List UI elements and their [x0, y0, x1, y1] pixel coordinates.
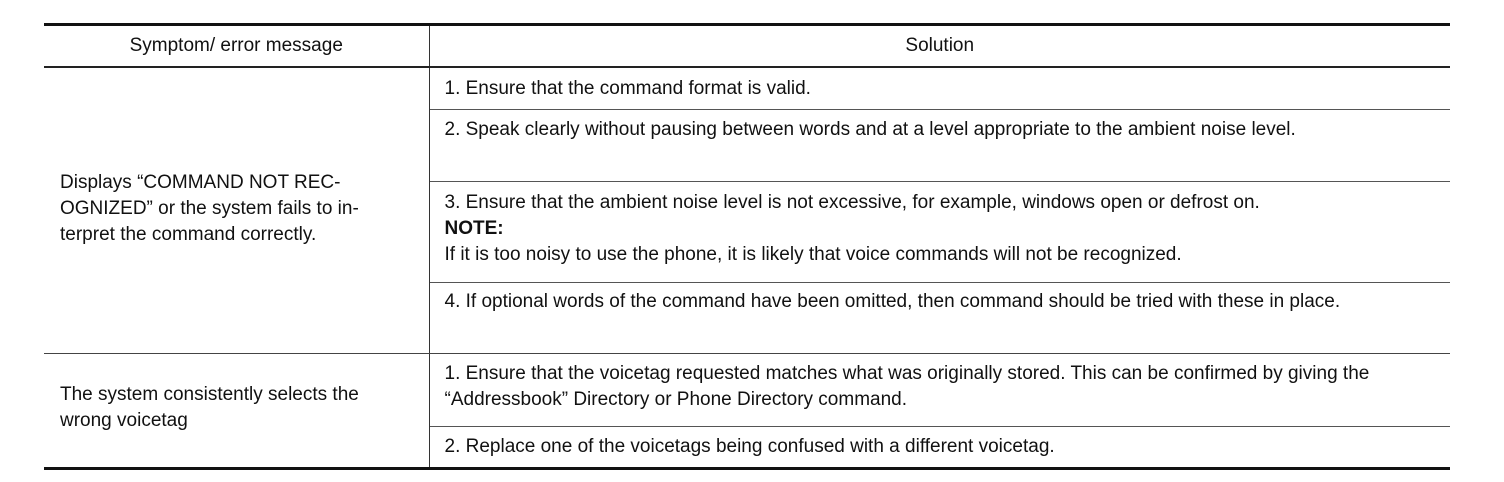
- solution-text: 1. Ensure that the command format is valid.: [444, 77, 811, 99]
- solution-cell: [429, 427, 1450, 469]
- troubleshooting-table: [44, 23, 1450, 470]
- solution-text: 1. Ensure that the voicetag requested matches what was originally stored. This can be confirmed by giving the “Addressbook” Directory or Phone Directory command.: [444, 363, 1370, 410]
- solution-cell: [429, 354, 1450, 427]
- solution-text: 3. Ensure that the ambient noise level is not excessive, for example, windows open or defrost on.: [444, 192, 1260, 213]
- header-solution: Solution: [905, 35, 975, 56]
- solution-cell: [429, 110, 1450, 182]
- header-symptom: Symptom/ error message: [44, 25, 429, 68]
- solution-text: 4. If optional words of the command have been omitted, then command should be tried with these in place.: [444, 291, 1341, 312]
- solution-text: 2. Replace one of the voicetags being confused with a different voicetag.: [444, 436, 1055, 457]
- table-row: [44, 354, 1450, 427]
- solution-cell: [429, 67, 1450, 110]
- symptom-text: Displays “COMMAND NOT REC-OGNIZED” or the system fails to in-terpret the command correctly.: [60, 171, 359, 245]
- symptom-text: The system consistently selects the wrong voicetag: [60, 383, 359, 431]
- table-row: [44, 67, 1450, 110]
- troubleshooting-table-container: [44, 23, 1450, 470]
- symptom-cell: [44, 67, 429, 354]
- symptom-cell: [44, 354, 429, 469]
- note-text: If it is too noisy to use the phone, it is likely that voice commands will not be recognized.: [444, 244, 1182, 265]
- solution-cell: [429, 182, 1450, 283]
- note-label: NOTE:: [444, 218, 504, 239]
- solution-text: 2. Speak clearly without pausing between words and at a level appropriate to the ambient noise level.: [444, 119, 1296, 140]
- solution-cell: [429, 283, 1450, 354]
- table-header-row: [44, 25, 1450, 68]
